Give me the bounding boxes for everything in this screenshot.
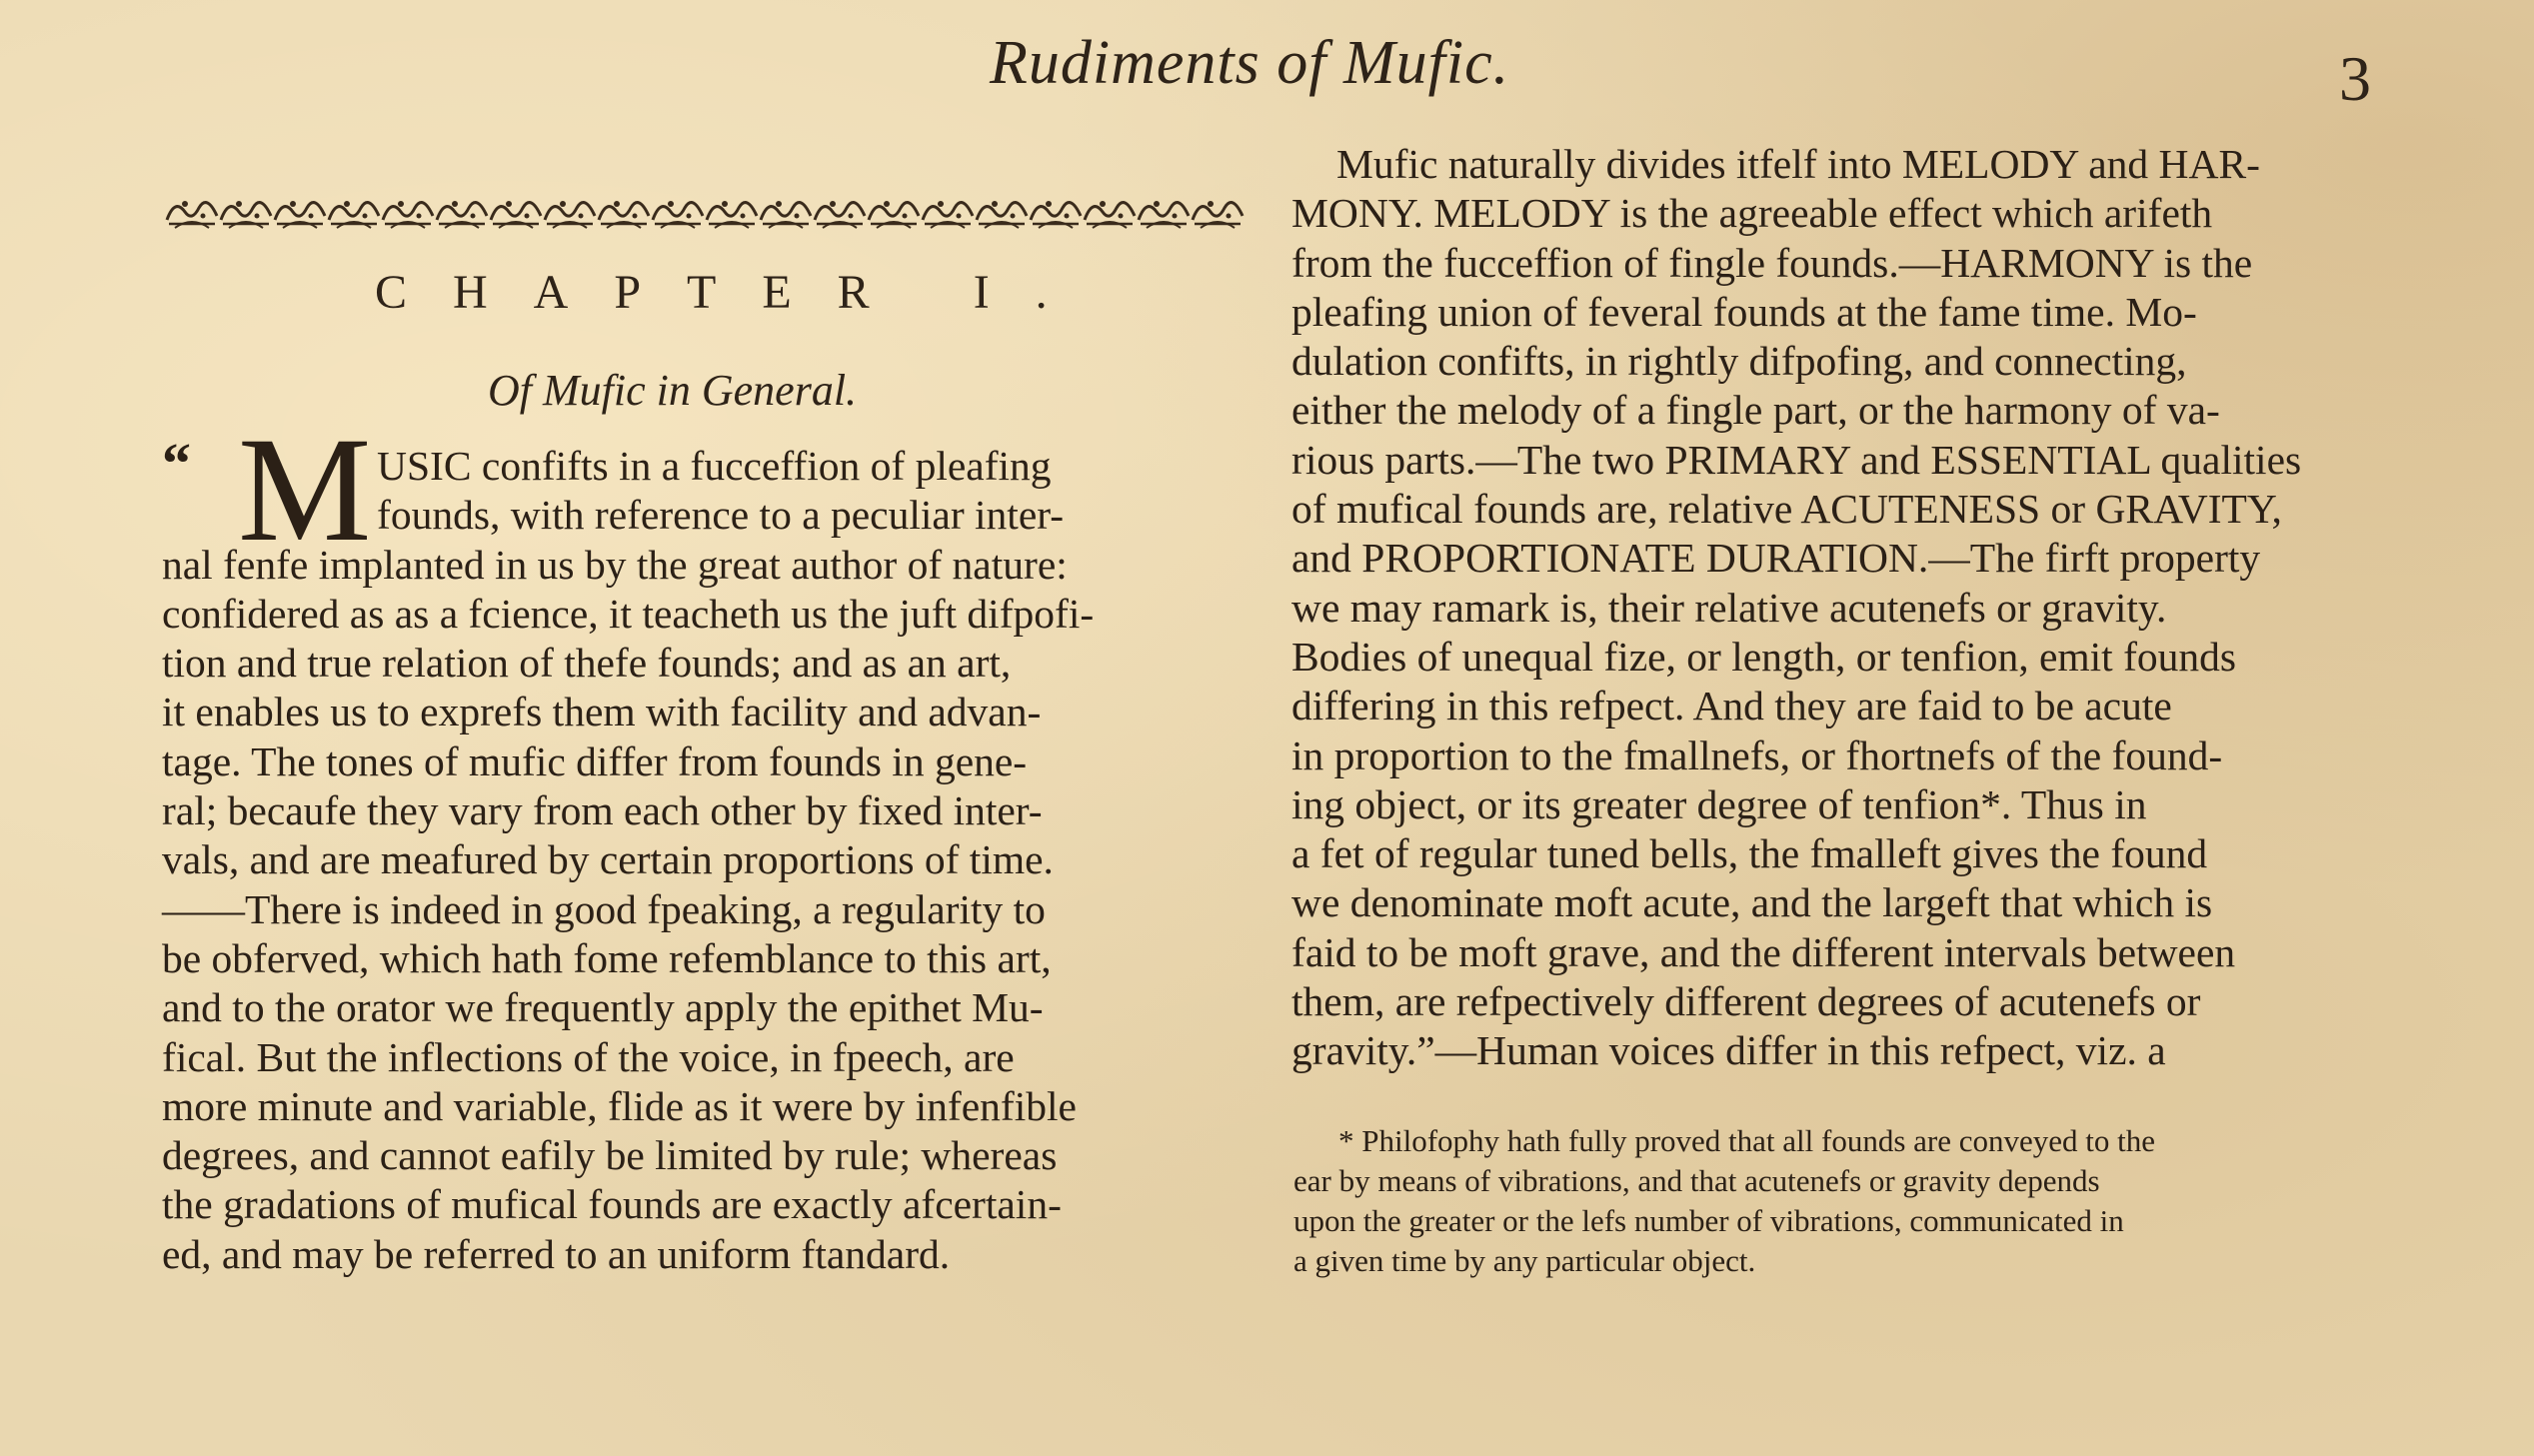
text-line: MONY. MELODY is the agreeable effect which arifeth: [1291, 190, 2213, 237]
text-line: fical. But the inflections of the voice, in fpeech, are: [162, 1033, 1015, 1080]
text-line: founds, with reference to a peculiar inter-: [377, 492, 1065, 539]
text-line: we denominate moft acute, and the largeft that which is: [1291, 879, 2213, 926]
text-line: Mufic naturally divides itfelf into MELODY and HAR-: [1336, 141, 2260, 187]
text-line: differing in this refpect. And they are faid to be acute: [1291, 683, 2172, 729]
text-line: in proportion to the fmallnefs, or fhortnefs of the found-: [1291, 731, 2223, 778]
left-column-text: [162, 442, 1247, 1279]
text-line: dulation confifts, in rightly difpofing, and connecting,: [1291, 338, 2187, 385]
section-title: Of Mufic in General.: [488, 366, 858, 415]
footnote-line: a given time by any particular object.: [1293, 1243, 1756, 1278]
text-line: Bodies of unequal fize, or length, or tenfion, emit founds: [1291, 633, 2237, 680]
text-line: and PROPORTIONATE DURATION.—The firft property: [1291, 535, 2261, 582]
drop-cap: M: [238, 407, 372, 573]
opening-quote-mark: “: [162, 431, 191, 496]
text-line: from the fucceffion of fingle founds.—HARMONY is the: [1291, 239, 2253, 286]
right-column-text: [1291, 140, 2381, 1076]
footnote-line: upon the greater or the lefs number of vibrations, communicated in: [1293, 1203, 2124, 1238]
text-line: gravity.”—Human voices differ in this refpect, viz. a: [1291, 1027, 2166, 1074]
text-line: either the melody of a fingle part, or the harmony of va-: [1291, 387, 2220, 434]
text-line: tage. The tones of mufic differ from founds in gene-: [162, 737, 1028, 784]
text-line: of mufical founds are, relative ACUTENESS or GRAVITY,: [1291, 486, 2282, 533]
text-line: rious parts.—The two PRIMARY and ESSENTIAL qualities: [1291, 436, 2302, 483]
text-line: degrees, and cannot eafily be limited by rule; whereas: [162, 1132, 1058, 1179]
text-line: ing object, or its greater degree of tenfion*. Thus in: [1291, 780, 2147, 827]
text-line: confidered as as a fcience, it teacheth us the juft difpofi-: [162, 590, 1095, 637]
text-line: ——There is indeed in good fpeaking, a regularity to: [162, 885, 1046, 932]
text-line: be obferved, which hath fome refemblance to this art,: [162, 934, 1052, 981]
text-line: nal fenfe implanted in us by the great author of nature:: [162, 541, 1068, 588]
footnote-line: * Philofophy hath fully proved that all founds are conveyed to the: [1338, 1123, 2156, 1158]
page-number: 3: [2339, 43, 2371, 114]
text-line: vals, and are meafured by certain proportions of time.: [162, 836, 1054, 883]
text-line: the gradations of mufical founds are exactly afcertain-: [162, 1181, 1062, 1228]
decorative-border-ornament-icon: [165, 190, 1245, 232]
text-line: them, are refpectively different degrees of acutenefs or: [1291, 978, 2201, 1025]
footnote-line: ear by means of vibrations, and that acutenefs or gravity depends: [1293, 1163, 2100, 1198]
text-line: ral; becaufe they vary from each other by fixed inter-: [162, 787, 1043, 834]
chapter-title: CHAPTER I.: [375, 266, 1094, 319]
text-line: pleafing union of feveral founds at the fame time. Mo-: [1291, 288, 2197, 335]
running-head: Rudiments of Mufic.: [990, 29, 1510, 97]
footnote: [1293, 1121, 2383, 1281]
text-line: we may ramark is, their relative acutenefs or gravity.: [1291, 584, 2167, 631]
text-line: more minute and variable, flide as it were by infenfible: [162, 1082, 1077, 1129]
text-line: ed, and may be referred to an uniform ftandard.: [162, 1230, 951, 1277]
text-line: tion and true relation of thefe founds; and as an art,: [162, 640, 1012, 687]
text-line: and to the orator we frequently apply the epithet Mu-: [162, 984, 1044, 1031]
text-line: it enables us to exprefs them with facility and advan-: [162, 689, 1042, 735]
text-line: faid to be moft grave, and the different intervals between: [1291, 928, 2236, 975]
text-line: a fet of regular tuned bells, the fmalleft gives the found: [1291, 830, 2208, 877]
text-line: USIC confifts in a fucceffion of pleafing: [377, 443, 1052, 489]
